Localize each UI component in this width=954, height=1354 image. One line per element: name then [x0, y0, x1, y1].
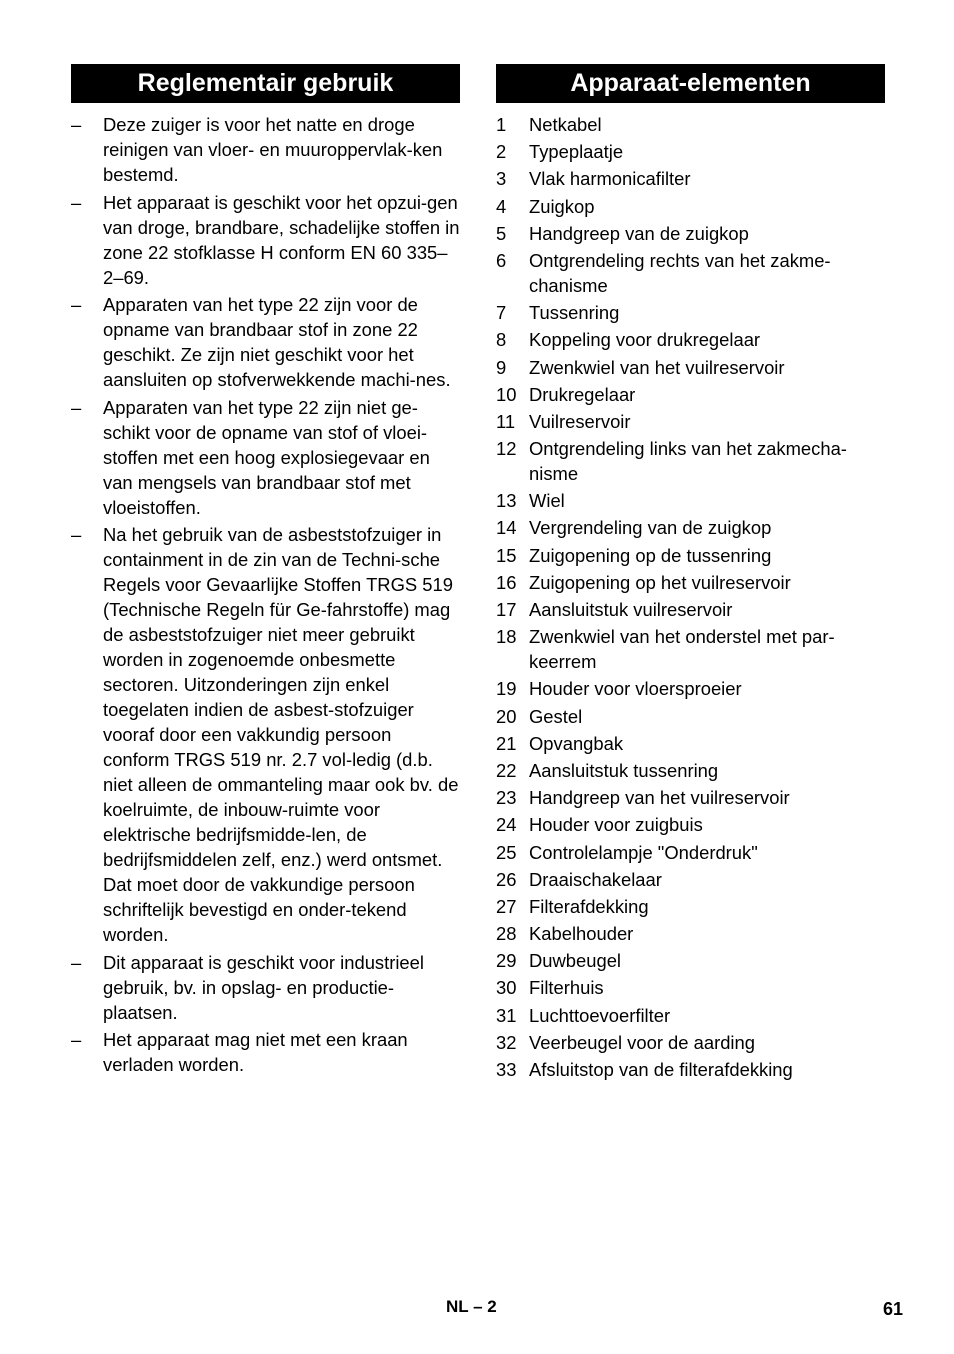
component-label: Aansluitstuk tussenring: [529, 759, 719, 781]
bullet-text: Na het gebruik van de asbeststofzuiger in containment in de zin van de Techni-sche Regels voor Gevaarlijke Stoffen TRGS 519 (Technische Regeln für Ge-fahrstoffe) mag de asbeststofzuiger niet meer gebruikt worden in zogenoemde onbesmette sectoren. Uitzonderingen zijn enkel toegelaten indien de asbest-stofzuiger vooraf door een vakkundig persoon conform TRGS 519 nr. 2.7 vol-ledig (d.b. niet alleen de ommanteling maar ook bv. de koelruimte, de inbouw-ruimte voor elektrische bedrijfsmidde-len, de bedrijfsmiddelen zelf, enz.) werd ontsmet. Dat moet door de vakkundige persoon schriftelijk bevestigd en onder-tekend worden.: [103, 524, 459, 945]
component-number: 17: [496, 599, 517, 620]
component-list-item: [496, 676, 885, 701]
component-number: 8: [496, 329, 507, 351]
component-list-item: [496, 221, 885, 246]
bullet-text: Apparaten van het type 22 zijn voor de opname van brandbaar stof in zone 22 geschikt. Ze zijn niet geschikt voor het aansluiten op stofverwekkende machi-nes.: [103, 294, 451, 390]
component-number: 5: [496, 222, 507, 244]
footer-language-label: NL: [446, 1297, 469, 1316]
usage-bullet-item: [71, 522, 460, 947]
bullet-dash: –: [71, 294, 82, 315]
component-label: Koppeling voor drukregelaar: [529, 329, 761, 351]
component-number: 26: [496, 868, 517, 890]
bullet-text: Dit apparaat is geschikt voor industrieel gebruik, bv. in opslag- en productie-plaatsen.: [103, 951, 424, 1023]
component-number: 20: [496, 705, 517, 727]
component-label: Houder voor vloersproeier: [529, 678, 742, 700]
component-list-item: [496, 921, 885, 946]
component-label: Draaischakelaar: [529, 868, 662, 890]
component-number: 6: [496, 249, 507, 271]
component-list-item: [496, 436, 885, 486]
component-number: 14: [496, 517, 517, 539]
component-number: 3: [496, 168, 507, 190]
component-label: Handgreep van het vuilreservoir: [529, 787, 790, 809]
usage-bullet-item: [71, 190, 460, 290]
component-label: Zwenkwiel van het onderstel met par-keerrem: [529, 626, 835, 673]
component-number: 18: [496, 626, 517, 648]
component-number: 1: [496, 114, 507, 135]
component-number: 12: [496, 438, 517, 460]
page-number: 61: [883, 1299, 904, 1319]
component-list-item: [496, 515, 885, 540]
component-list-item: [496, 704, 885, 729]
component-list-item: [496, 894, 885, 919]
section-heading-apparaat-elementen: Apparaat-elementen: [496, 64, 885, 103]
component-list-item: [496, 166, 885, 191]
component-label: Netkabel: [529, 114, 602, 135]
component-list-item: [496, 1057, 885, 1082]
component-list-item: [496, 570, 885, 595]
component-label: Luchttoevoerfilter: [529, 1004, 671, 1026]
component-label: Filterafdekking: [529, 895, 649, 917]
bullet-dash: –: [71, 1029, 82, 1050]
component-list-item: [496, 382, 885, 407]
component-label: Houder voor zuigbuis: [529, 814, 703, 836]
component-number: 10: [496, 383, 517, 405]
component-number: 22: [496, 759, 517, 781]
bullet-text: Het apparaat mag niet met een kraan verladen worden.: [103, 1029, 408, 1075]
component-label: Zuigkop: [529, 195, 595, 217]
component-number: 21: [496, 732, 517, 754]
usage-bullet-list: [71, 112, 460, 1077]
component-list-item: [496, 840, 885, 865]
component-list-item: [496, 975, 885, 1000]
component-number: 25: [496, 841, 517, 863]
component-label: Typeplaatje: [529, 141, 624, 163]
component-list-item: [496, 248, 885, 298]
component-label: Zwenkwiel van het vuilreservoir: [529, 356, 785, 378]
usage-bullet-item: [71, 1027, 460, 1077]
component-label: Duwbeugel: [529, 950, 622, 972]
component-label: Afsluitstop van de filterafdekking: [529, 1059, 793, 1080]
bullet-dash: –: [71, 524, 82, 545]
component-number: 23: [496, 787, 517, 809]
component-label: Gestel: [529, 705, 583, 727]
component-list-item: [496, 488, 885, 513]
component-label: Wiel: [529, 490, 565, 512]
footer-language-page: [446, 1297, 497, 1317]
components-numbered-list: [496, 112, 885, 1082]
component-list-item: [496, 867, 885, 892]
bullet-dash: –: [71, 191, 82, 213]
component-label: Handgreep van de zuigkop: [529, 222, 749, 244]
component-label: Vergrendeling van de zuigkop: [529, 517, 772, 539]
footer-section-page: 2: [487, 1297, 497, 1316]
component-list-item: [496, 624, 885, 674]
component-list-item: [496, 1003, 885, 1028]
component-number: 9: [496, 356, 507, 378]
component-list-item: [496, 812, 885, 837]
component-number: 16: [496, 571, 517, 593]
bullet-dash: –: [71, 396, 82, 418]
component-number: 29: [496, 950, 517, 972]
usage-bullet-item: [71, 292, 460, 392]
component-number: 2: [496, 141, 507, 163]
footer-separator: –: [473, 1297, 483, 1316]
component-label: Drukregelaar: [529, 383, 636, 405]
component-number: 27: [496, 895, 517, 917]
component-list-item: [496, 597, 885, 622]
component-number: 15: [496, 544, 517, 566]
component-label: Opvangbak: [529, 732, 624, 754]
component-list-item: [496, 731, 885, 756]
component-label: Filterhuis: [529, 977, 604, 999]
component-number: 24: [496, 814, 517, 836]
component-list-item: [496, 139, 885, 164]
component-label: Kabelhouder: [529, 923, 634, 945]
component-number: 31: [496, 1004, 517, 1026]
component-list-item: [496, 327, 885, 352]
component-label: Tussenring: [529, 302, 620, 324]
component-label: Ontgrendeling rechts van het zakme-chanisme: [529, 249, 831, 296]
component-label: Ontgrendeling links van het zakmecha-nisme: [529, 438, 847, 485]
component-number: 30: [496, 977, 517, 999]
component-list-item: [496, 300, 885, 325]
component-list-item: [496, 785, 885, 810]
component-label: Vlak harmonicafilter: [529, 168, 691, 190]
component-list-item: [496, 948, 885, 973]
component-label: Veerbeugel voor de aarding: [529, 1031, 755, 1053]
component-label: Zuigopening op de tussenring: [529, 544, 772, 566]
component-list-item: [496, 758, 885, 783]
component-number: 33: [496, 1059, 517, 1080]
component-list-item: [496, 543, 885, 568]
component-number: 11: [496, 410, 516, 432]
component-label: Controlelampje "Onderdruk": [529, 841, 758, 863]
component-number: 13: [496, 490, 517, 512]
component-number: 32: [496, 1031, 517, 1053]
component-number: 4: [496, 195, 507, 217]
usage-bullet-item: [71, 950, 460, 1025]
usage-bullet-item: [71, 112, 460, 187]
component-list-item: [496, 112, 885, 137]
bullet-dash: –: [71, 114, 82, 135]
bullet-dash: –: [71, 951, 82, 973]
component-list-item: [496, 409, 885, 434]
bullet-text: Het apparaat is geschikt voor het opzui-gen van droge, brandbare, schadelijke stoffen in zone 22 stofklasse H conform EN 60 335–2–69.: [103, 191, 460, 288]
component-list-item: [496, 1030, 885, 1055]
component-number: 19: [496, 678, 517, 700]
bullet-text: Deze zuiger is voor het natte en droge reinigen van vloer- en muuroppervlak-ken bestemd.: [103, 114, 443, 185]
component-label: Zuigopening op het vuilreservoir: [529, 571, 791, 593]
component-label: Vuilreservoir: [529, 410, 631, 432]
component-number: 7: [496, 302, 507, 324]
section-reglementair-gebruik: [71, 64, 460, 1080]
component-number: 28: [496, 923, 517, 945]
usage-bullet-item: [71, 395, 460, 520]
component-list-item: [496, 355, 885, 380]
section-apparaat-elementen: [496, 64, 885, 1084]
bullet-text: Apparaten van het type 22 zijn niet ge-schikt voor de opname van stof of vloei-stoffen met een hoog explosiegevaar en van mengsels van brandbaar stof met vloeistoffen.: [103, 396, 430, 518]
component-list-item: [496, 194, 885, 219]
section-heading-reglementair-gebruik: Reglementair gebruik: [71, 64, 460, 103]
component-label: Aansluitstuk vuilreservoir: [529, 599, 733, 620]
